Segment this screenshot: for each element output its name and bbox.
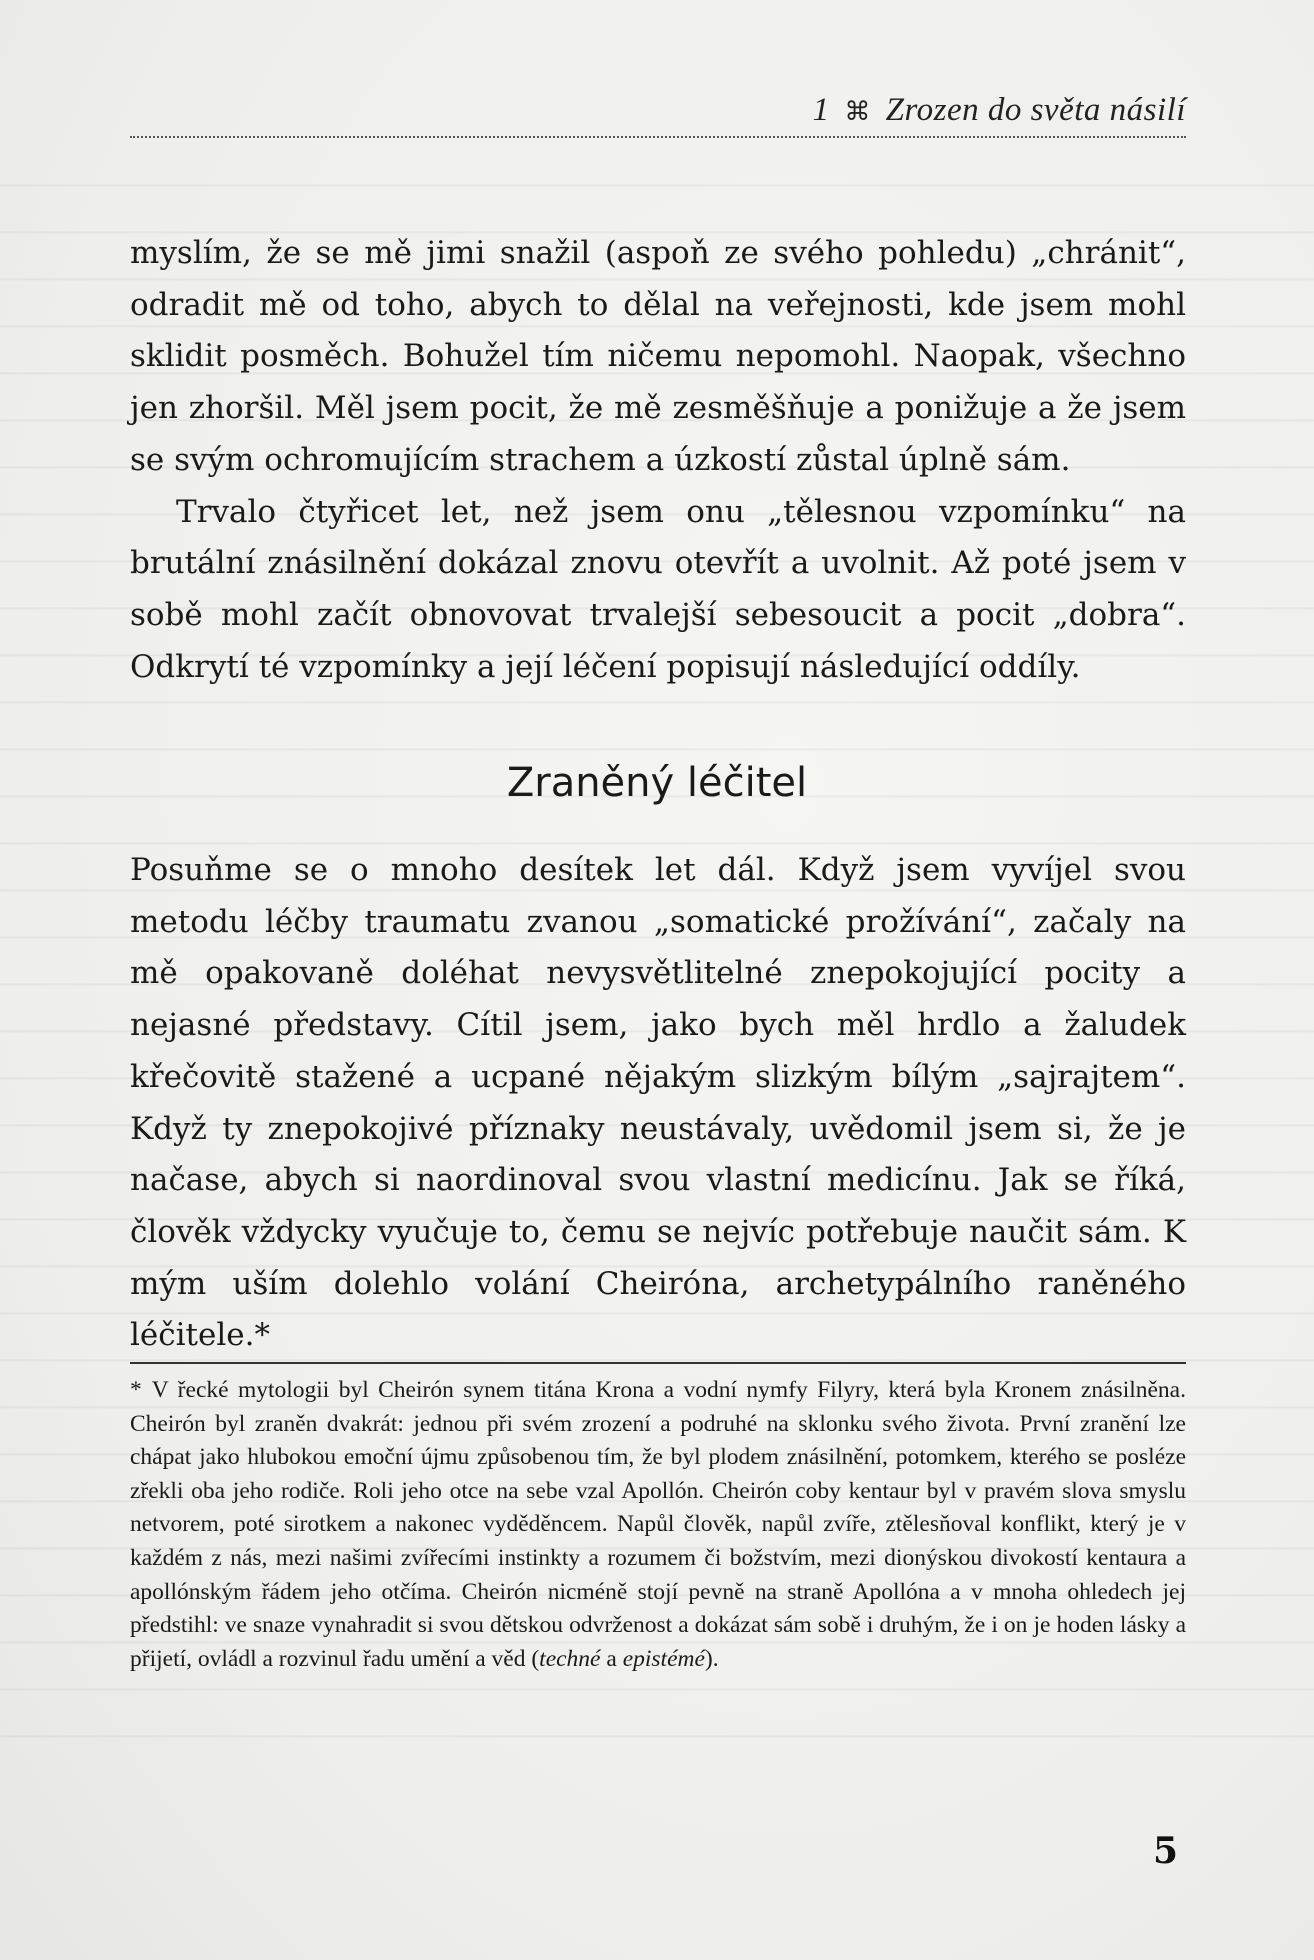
paragraph: Trvalo čtyřicet let, než jsem onu „tělesnou vzpomínku“ na brutální znásilnění dokázal znovu otevřít a uvolnit. Až poté jsem v sobě mohl začít obnovovat trvalejší sebesoucit a pocit „dobra“. Odkrytí té vzpomínky a její léčení popisují následující oddíly. (130, 493, 1186, 685)
footnote-text: V řecké mytologii byl Cheirón synem titána Krona a vodní nymfy Filyry, která byla Kronem znásilněna. Cheirón byl zraněn dvakrát: jednou při svém zrození a podruhé na sklonku svého života. První zranění lze chápat jako hlubokou emoční újmu způsobenou tím, že byl plodem znásilnění, potomkem, kterého se posléze zřekli oba jeho rodiče. Roli jeho otce na sebe vzal Apollón. Cheirón coby kentaur byl v pravém slova smyslu netvorem, poté sirotkem a nakonec vyděděncem. Napůl člověk, napůl zvíře, ztělesňoval konflikt, který je v každém z nás, mezi našimi zvířecími instinkty a rozumem či božstvím, mezi dionýskou divokostí kentaura a apollónským řádem jeho otčíma. Cheirón nicméně stojí pevně na straně Apollóna a v mnoha ohledech jej předstihl: ve snaze vynahradit si svou dětskou odvrženost a dokázat sám sobě i druhým, že i on je hoden lásky a přijetí, ovládl a rozvinul řadu umění a věd ( (130, 1377, 1186, 1672)
paragraph: Posuňme se o mnoho desítek let dál. Když jsem vyvíjel svou metodu léčby traumatu zvanou „somatické prožívání“, začaly na mě opakovaně doléhat nevysvětlitelné znepokojující pocity a nejasné představy. Cítil jsem, jako bych měl hrdlo a žaludek křečovitě stažené a ucpané nějakým slizkým bílým „sajrajtem“. Když ty znepokojivé příznaky neustávaly, uvědomil jsem si, že je načase, abych si naordinoval svou vlastní medicínu. Jak se říká, člověk vždycky vyučuje to, čemu se nejvíc potřebuje naučit sám. K mým uším dolehlo volání Cheiróna, archetypálního raněného léčitele.* (130, 852, 1186, 1354)
paragraph: myslím, že se mě jimi snažil (aspoň ze svého pohledu) „chránit“, odradit mě od toho, abych to dělal na veřejnosti, kde jsem mohl sklidit posměch. Bohužel tím ničemu nepomohl. Naopak, všechno jen zhoršil. Měl jsem pocit, že mě zesměšňuje a ponižuje a že jsem se svým ochromujícím strachem a úzkostí zůstal úplně sám. (130, 235, 1186, 478)
body-text-section (130, 845, 1186, 1362)
chapter-title: Zrozen do světa násilí (885, 92, 1186, 128)
footnote-conjunction: a (600, 1645, 623, 1672)
footnote (130, 1374, 1186, 1676)
chapter-number: 1 (812, 92, 830, 128)
ornament-icon: ⌘ (844, 97, 871, 126)
section-heading: Zraněný léčitel (506, 760, 808, 806)
footnote-rule (130, 1362, 1186, 1364)
footnote-text-end: ). (704, 1645, 719, 1672)
footnote-term-episteme: epistémé (622, 1645, 705, 1672)
footnote-paragraph (130, 1374, 1186, 1676)
body-text-top (130, 228, 1186, 693)
footnote-term-techne: techné (539, 1645, 601, 1672)
running-head-dotted-rule (130, 136, 1186, 138)
running-head (813, 92, 1186, 129)
page-number: 5 (1152, 1830, 1178, 1872)
footnote-marker: * (130, 1377, 142, 1403)
